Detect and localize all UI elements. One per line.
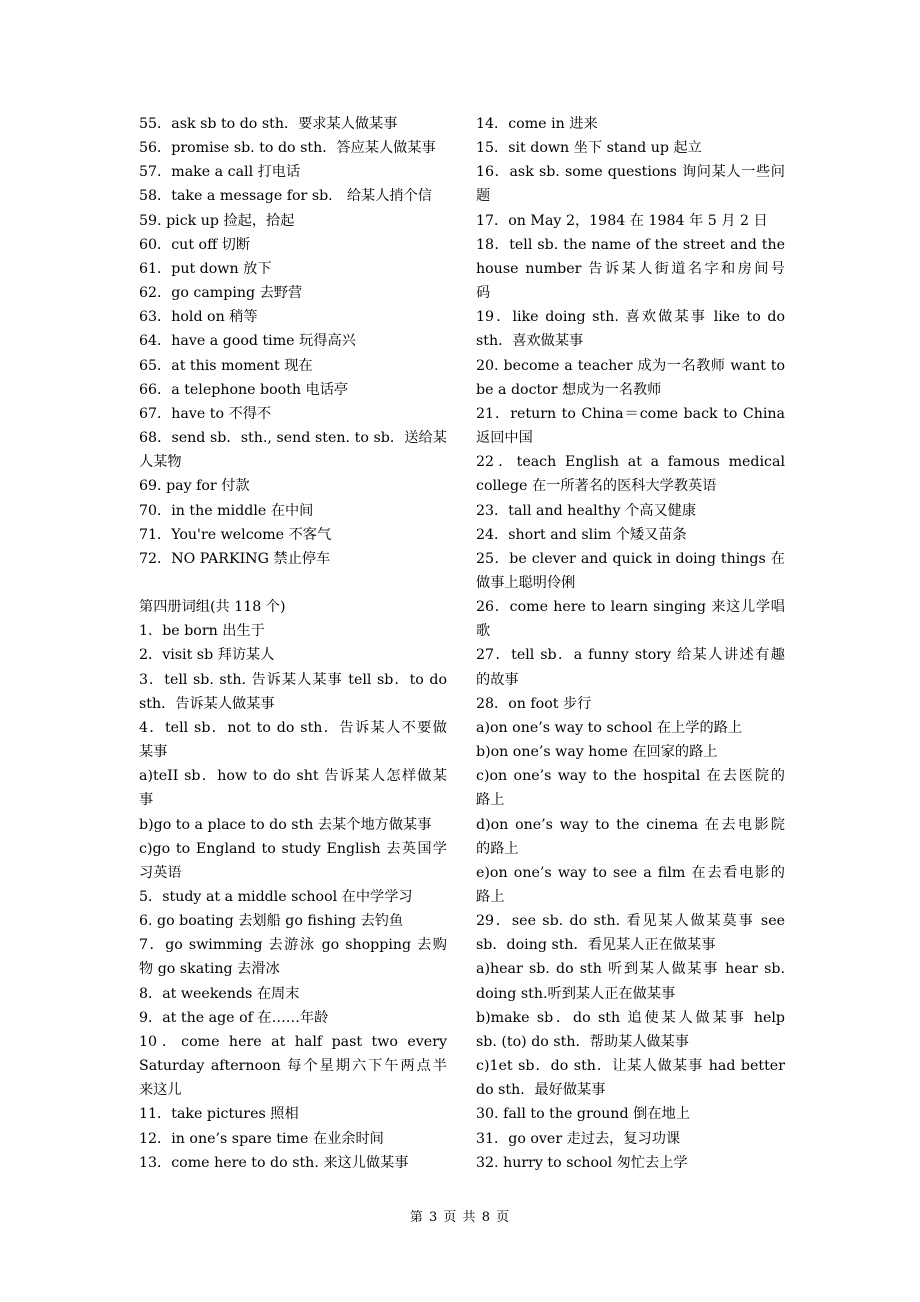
phrase-line: 码 (476, 285, 491, 302)
phrase-line: a)on one’s way to school 在上学的路上 (476, 719, 743, 736)
phrase-line: 17．on May 2，1984 在 1984 年 5 月 2 日 (476, 212, 768, 229)
phrase-line: 18．tell sb. the name of the street and the (476, 236, 785, 253)
phrase-line: 19．like doing sth. 喜欢做某事 like to do (476, 309, 785, 326)
phrase-line: sb. (to) do sth．帮助某人做某事 (476, 1033, 689, 1050)
phrase-line: 的故事 (476, 671, 519, 688)
left-column (139, 112, 447, 1175)
phrase-line: c)on one’s way to the hospital 在去医院的 (476, 768, 785, 785)
phrase-line: 7．go swimming 去游泳 go shopping 去购 (139, 937, 447, 954)
phrase-line: 71．You're welcome 不客气 (139, 526, 332, 543)
phrase-line: be a doctor 想成为一名教师 (476, 381, 662, 398)
phrase-line: 歌 (476, 623, 491, 640)
phrase-line: 72．NO PARKING 禁止停车 (139, 550, 331, 567)
phrase-line: 返回中国 (476, 430, 533, 447)
phrase-line: 65．at this moment 现在 (139, 357, 313, 374)
phrase-line: 28．on foot 步行 (476, 695, 592, 712)
phrase-line: 的路上 (476, 840, 519, 857)
phrase-line: 59. pick up 捡起，拾起 (139, 212, 295, 229)
phrase-line: 57．make a call 打电话 (139, 164, 301, 181)
phrase-line: 物 go skating 去滑冰 (139, 961, 280, 978)
phrase-line: 题 (476, 188, 491, 205)
phrase-line: 25．be clever and quick in doing things 在 (476, 550, 785, 567)
phrase-line: 10．come here at half past two every (139, 1033, 447, 1050)
phrase-line: 第四册词组(共 118 个) (139, 599, 286, 616)
phrase-line: 16．ask sb. some questions 询问某人一些问 (476, 164, 785, 181)
phrase-line: c)1et sb．do sth．让某人做某事 had better (476, 1058, 785, 1075)
phrase-line: 人某物 (139, 454, 182, 471)
phrase-line: house number 告诉某人街道名字和房间号 (476, 260, 785, 277)
phrase-line: 3．tell sb. sth. 告诉某人某事 tell sb．to do (139, 671, 447, 688)
phrase-line: 22．teach English at a famous medical (476, 454, 785, 471)
phrase-line: 70．in the middle 在中间 (139, 502, 314, 519)
phrase-line: do sth．最好做某事 (476, 1082, 606, 1099)
phrase-line: sth．告诉某人做某事 (139, 695, 275, 712)
phrase-line: b)on one’s way home 在回家的路上 (476, 744, 718, 761)
phrase-line: sb．doing sth．看见某人正在做某事 (476, 937, 716, 954)
phrase-line: b)make sb．do sth 追使某人做某事 help (476, 1009, 785, 1026)
phrase-line: 29．see sb. do sth. 看见某人做某莫事 see (476, 913, 785, 930)
phrase-line: d)on one’s way to the cinema 在去电影院 (476, 816, 785, 833)
phrase-line: 某事 (139, 744, 168, 761)
right-column (476, 112, 785, 1175)
phrase-line: 11．take pictures 照相 (139, 1106, 299, 1123)
phrase-line: c)go to England to study English 去英国学 (139, 840, 447, 857)
phrase-line: 5．study at a middle school 在中学学习 (139, 888, 413, 905)
phrase-line: a)hear sb. do sth 听到某人做某事 hear sb. (476, 961, 785, 978)
phrase-line: 习英语 (139, 864, 182, 881)
phrase-line: 60．cut off 切断 (139, 236, 251, 253)
phrase-line: 13．come here to do sth. 来这儿做某事 (139, 1154, 409, 1171)
blank-line (139, 571, 447, 595)
phrase-line: 做事上聪明伶俐 (476, 574, 576, 591)
phrase-line: 12．in one’s spare time 在业余时间 (139, 1130, 384, 1147)
phrase-line: a)teII sb．how to do sht 告诉某人怎样做某 (139, 768, 447, 785)
phrase-line: 67．have to 不得不 (139, 405, 272, 422)
phrase-line: 1．be born 出生于 (139, 623, 265, 640)
phrase-line: 8．at weekends 在周末 (139, 985, 300, 1002)
phrase-line: 30. fall to the ground 倒在地上 (476, 1106, 690, 1123)
phrase-line: 61．put down 放下 (139, 260, 272, 277)
phrase-line: 14．come in 进来 (476, 116, 598, 132)
phrase-line: Saturday afternoon 每个星期六下午两点半 (139, 1058, 447, 1075)
phrase-line: doing sth.听到某人正在做某事 (476, 985, 676, 1002)
phrase-line: 63．hold on 稍等 (139, 309, 258, 326)
phrase-line: 69. pay for 付款 (139, 478, 250, 495)
phrase-line: b)go to a place to do sth 去某个地方做某事 (139, 816, 432, 833)
phrase-line: 来这儿 (139, 1082, 182, 1099)
phrase-line: 26．come here to learn singing 来这儿学唱 (476, 599, 785, 616)
phrase-line: 55．ask sb to do sth．要求某人做某事 (139, 116, 398, 132)
phrase-line: 21．return to China＝come back to China (476, 405, 785, 422)
phrase-line: 2．visit sb 拜访某人 (139, 647, 275, 664)
phrase-line: 68．send sb．sth., send sten. to sb．送给某 (139, 430, 447, 447)
page-footer: 第 3 页 共 8 页 (409, 1210, 511, 1225)
phrase-line: 9．at the age of 在……年龄 (139, 1009, 329, 1026)
phrase-line: 58．take a message for sb． 给某人捎个信 (139, 188, 432, 205)
phrase-line: 24．short and slim 个矮又苗条 (476, 526, 687, 543)
phrase-line: 路上 (476, 792, 505, 809)
phrase-line: 路上 (476, 889, 505, 905)
phrase-line: 56．promise sb. to do sth．答应某人做某事 (139, 140, 436, 157)
phrase-line: college 在一所著名的医科大学教英语 (476, 478, 717, 495)
phrase-line: 64．have a good time 玩得高兴 (139, 333, 356, 350)
phrase-line: 15．sit down 坐下 stand up 起立 (476, 140, 702, 157)
phrase-line: 23．tall and healthy 个高又健康 (476, 502, 697, 519)
phrase-line: 4．tell sb．not to do sth．告诉某人不要做 (139, 719, 447, 736)
phrase-line: 20. become a teacher 成为一名教师 want to (476, 357, 785, 374)
phrase-line: 32. hurry to school 匆忙去上学 (476, 1154, 688, 1171)
phrase-line: 事 (139, 792, 154, 809)
phrase-line: sth．喜欢做某事 (476, 333, 584, 350)
phrase-line: e)on one’s way to see a film 在去看电影的 (476, 864, 785, 881)
phrase-line: 66．a telephone booth 电话亭 (139, 381, 349, 398)
phrase-line: 62．go camping 去野营 (139, 285, 303, 302)
phrase-line: 31．go over 走过去，复习功课 (476, 1130, 681, 1147)
phrase-line: 27．tell sb．a funny story 给某人讲述有趣 (476, 647, 785, 664)
phrase-line: 6. go boating 去划船 go fishing 去钓鱼 (139, 913, 404, 930)
